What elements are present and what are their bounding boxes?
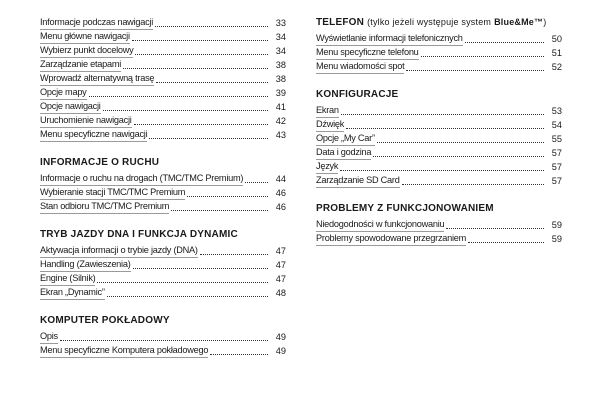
toc-entry-label: Informacje podczas nawigacji	[40, 16, 153, 30]
dot-leader	[406, 69, 544, 71]
toc-entry-page: 38	[275, 60, 286, 70]
dot-leader	[468, 241, 544, 243]
toc-entry[interactable]	[40, 72, 286, 86]
toc-entry[interactable]	[40, 344, 286, 358]
toc-entry-label: Menu główne nawigacji	[40, 30, 130, 44]
toc-entry-label: Wyświetlanie informacji telefonicznych	[316, 32, 463, 46]
toc-entry-label: Data i godzina	[316, 146, 371, 160]
phone-section	[316, 16, 562, 74]
toc-entry[interactable]	[40, 244, 286, 258]
dot-leader	[377, 141, 544, 143]
dot-leader	[187, 195, 268, 197]
toc-entry-label: Menu specyficzne Komputera pokładowego	[40, 344, 208, 358]
toc-entry-page: 47	[275, 246, 286, 256]
toc-entry[interactable]	[40, 172, 286, 186]
toc-entry[interactable]	[40, 286, 286, 300]
toc-entry-page: 50	[551, 34, 562, 44]
toc-entry-page: 46	[275, 202, 286, 212]
problems-section	[316, 202, 562, 246]
toc-entry-page: 34	[275, 32, 286, 42]
toc-entry-label: Engine (Silnik)	[40, 272, 95, 286]
toc-entry-page: 46	[275, 188, 286, 198]
toc-entry-label: Menu specyficzne nawigacji	[40, 128, 147, 142]
toc-entry-page: 53	[551, 106, 562, 116]
phone-title: TELEFON	[316, 17, 365, 28]
toc-entry[interactable]	[316, 132, 562, 146]
dot-leader	[346, 127, 544, 129]
dot-leader	[97, 281, 268, 283]
toc-entry-page: 48	[275, 288, 286, 298]
dot-leader	[123, 67, 268, 69]
dot-leader	[149, 137, 268, 139]
config-section	[316, 88, 562, 188]
toc-entry-page: 59	[551, 234, 562, 244]
toc-entry-label: Menu wiadomości spot	[316, 60, 404, 74]
section-heading: INFORMACJE O RUCHU	[40, 157, 160, 168]
toc-entry-page: 59	[551, 220, 562, 230]
toc-entry-label: Opcje mapy	[40, 86, 87, 100]
toc-entry-page: 47	[275, 260, 286, 270]
toc-entry[interactable]	[316, 118, 562, 132]
section-heading: KONFIGURACJE	[316, 89, 399, 100]
phone-note: (tylko jeżeli występuje system	[367, 17, 492, 27]
toc-entry[interactable]	[40, 330, 286, 344]
toc-entry-label: Menu specyficzne telefonu	[316, 46, 419, 60]
dot-leader	[210, 353, 268, 355]
toc-entry-page: 39	[275, 88, 286, 98]
toc-entry-label: Niedogodności w funkcjonowaniu	[316, 218, 444, 232]
dot-leader	[103, 109, 268, 111]
toc-entry-page: 52	[551, 62, 562, 72]
dot-leader	[373, 155, 544, 157]
toc-entry[interactable]	[40, 114, 286, 128]
toc-entry-label: Ekran „Dynamic”	[40, 286, 105, 300]
toc-entry-page: 55	[551, 134, 562, 144]
toc-entry-label: Uruchomienie nawigacji	[40, 114, 132, 128]
toc-entry-label: Język	[316, 160, 338, 174]
toc-entry-label: Dźwięk	[316, 118, 344, 132]
toc-entry[interactable]	[316, 104, 562, 118]
toc-entry[interactable]	[316, 60, 562, 74]
dot-leader	[107, 295, 268, 297]
dot-leader	[341, 113, 544, 115]
dot-leader	[134, 123, 268, 125]
dot-leader	[60, 339, 268, 341]
computer-section	[40, 314, 286, 358]
toc-entry[interactable]	[40, 86, 286, 100]
toc-entry-label: Informacje o ruchu na drogach (TMC/TMC Premium)	[40, 172, 243, 186]
dot-leader	[446, 227, 544, 229]
toc-entry-page: 34	[275, 46, 286, 56]
toc-left-column	[40, 16, 286, 372]
toc-entry-page: 47	[275, 274, 286, 284]
toc-entry[interactable]	[316, 32, 562, 46]
toc-entry[interactable]	[40, 186, 286, 200]
toc-entry[interactable]	[40, 258, 286, 272]
toc-entry-page: 49	[275, 332, 286, 342]
toc-entry[interactable]	[40, 128, 286, 142]
dot-leader	[200, 253, 268, 255]
toc-entry-label: Handling (Zawieszenia)	[40, 258, 131, 272]
toc-right-column	[316, 16, 562, 260]
toc-entry[interactable]	[40, 44, 286, 58]
toc-entry[interactable]	[316, 218, 562, 232]
section-heading	[316, 16, 562, 29]
toc-entry-page: 51	[551, 48, 562, 58]
toc-entry-page: 44	[275, 174, 286, 184]
toc-entry[interactable]	[40, 100, 286, 114]
dot-leader	[465, 41, 544, 43]
dot-leader	[171, 209, 268, 211]
dot-leader	[402, 183, 544, 185]
toc-entry[interactable]	[316, 232, 562, 246]
toc-entry-page: 49	[275, 346, 286, 356]
toc-entry-page: 43	[275, 130, 286, 140]
dot-leader	[133, 267, 268, 269]
toc-entry[interactable]	[40, 30, 286, 44]
toc-entry-label: Wybieranie stacji TMC/TMC Premium	[40, 186, 185, 200]
toc-entry[interactable]	[40, 58, 286, 72]
dot-leader	[132, 39, 268, 41]
toc-entry-label: Ekran	[316, 104, 339, 118]
toc-entry-label: Opcje nawigacji	[40, 100, 101, 114]
toc-entry[interactable]	[316, 46, 562, 60]
dna-section	[40, 228, 286, 300]
dot-leader	[340, 169, 544, 171]
navigation-section	[40, 16, 286, 142]
toc-entry-label: Zarządzanie SD Card	[316, 174, 400, 188]
section-heading: TRYB JAZDY DNA I FUNKCJA DYNAMIC	[40, 229, 238, 240]
dot-leader	[89, 95, 268, 97]
toc-entry[interactable]	[316, 146, 562, 160]
dot-leader	[135, 53, 268, 55]
toc-entry-label: Stan odbioru TMC/TMC Premium	[40, 200, 169, 214]
toc-entry-label: Wybierz punkt docelowy	[40, 44, 133, 58]
phone-brand: Blue&Me™	[494, 17, 544, 27]
dot-leader	[421, 55, 544, 57]
toc-entry[interactable]	[40, 16, 286, 30]
section-heading: KOMPUTER POKŁADOWY	[40, 315, 170, 326]
dot-leader	[245, 181, 268, 183]
toc-entry-page: 42	[275, 116, 286, 126]
toc-entry-page: 41	[275, 102, 286, 112]
section-heading: PROBLEMY Z FUNKCJONOWANIEM	[316, 203, 494, 214]
toc-entry[interactable]	[40, 272, 286, 286]
toc-entry-label: Opcje „My Car”	[316, 132, 375, 146]
traffic-section	[40, 156, 286, 214]
toc-entry-page: 57	[551, 148, 562, 158]
toc-entry-label: Wprowadź alternatywną trasę	[40, 72, 154, 86]
toc-entry[interactable]	[40, 200, 286, 214]
toc-entry-page: 54	[551, 120, 562, 130]
toc-entry-page: 33	[275, 18, 286, 28]
toc-entry-label: Aktywacja informacji o trybie jazdy (DNA)	[40, 244, 198, 258]
toc-entry-page: 57	[551, 176, 562, 186]
toc-entry-label: Problemy spowodowane przegrzaniem	[316, 232, 466, 246]
toc-entry-label: Opis	[40, 330, 58, 344]
dot-leader	[156, 81, 268, 83]
toc-entry-page: 57	[551, 162, 562, 172]
toc-entry[interactable]	[316, 174, 562, 188]
toc-entry-page: 38	[275, 74, 286, 84]
toc-entry-label: Zarządzanie etapami	[40, 58, 121, 72]
toc-entry[interactable]	[316, 160, 562, 174]
dot-leader	[155, 25, 268, 27]
phone-note-end: )	[543, 17, 547, 27]
